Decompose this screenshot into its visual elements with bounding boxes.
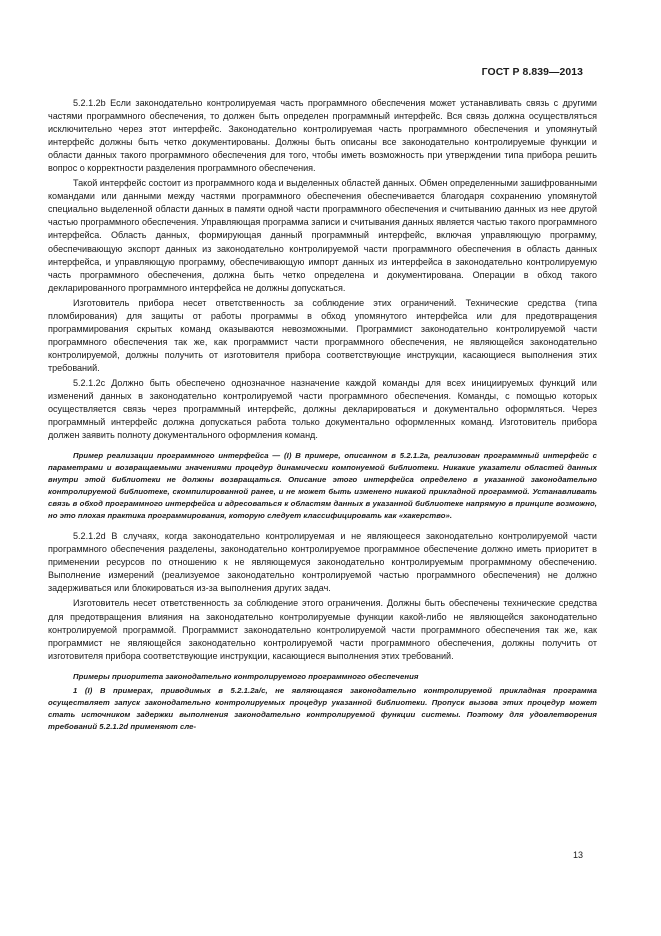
paragraph-manufacturer-restriction: Изготовитель несет ответственность за соблюдение этого ограничения. Должны быть обеспечены технические средства для предотвращения влияния на законодательно контролируемые функции какой-либо не являющейся законодательно контролируемой программой. Программист законодательно контролируемой части программного обеспечения так же, как программист не являющейся законодательно контролируемой части программного обеспечения, должны получить от изготовителя прибора соответствующие инструкции, касающиеся выполнения этих требований. (48, 598, 597, 661)
paragraph-manufacturer-responsibility: Изготовитель прибора несет ответственность за соблюдение этих ограничений. Технические средства (типа пломбирования) для защиты от работы программы в обход упомянутого интерфейса или для предотвращения программирования скрытых команд оказываются невозможными. Программист законодательно контролируемой части программного обеспечения так же, как программист части программного обеспечения, не являющейся законодательно контролируемой, должны получить от изготовителя прибора соответствующие инструкции, касающиеся выполнения этих требований. (48, 297, 597, 373)
paragraph-5-2-1-2c: 5.2.1.2c Должно быть обеспечено однозначное назначение каждой команды для всех инициируемых функций или изменений данных в законодательно контролируемой части программного обеспечения. Команды, с помощью которых осуществляется связь через программный интерфейс, должны декларироваться и документально оформляться. Через программный интерфейс должна допускаться работа только документально оформленных команд. Изготовитель прибора должен заявить полноту документального оформления команд. (48, 377, 597, 441)
note-interface-example: Пример реализации программного интерфейса — (I) В примере, описанном в 5.2.1.2a, реализован программный интерфейс с параметрами и возвращаемыми значениями процедур динамически компонуемой библиотеки. Никакие указатели областей данных внутри этой библиотеки не должны возвращаться. Описание этого интерфейса определено в указанной законодательно контролируемой библиотеке, скомпилированной ранее, и не может быть изменено никакой прикладной программой. Устанавливать связь в обход программного интерфейса и адресоваться к областям данных в указанной библиотеке напрямую в принципе возможно, но это плохая практика программирования, которую следует классифицировать как «хакерство». (48, 451, 597, 521)
page-number: 13 (572, 850, 583, 860)
paragraph-interface-description: Такой интерфейс состоит из программного кода и выделенных областей данных. Обмен определенными зашифрованными командами или данными между частями программного обеспечения обеспечивается благодаря сохранению упомянутой специально выделенной области данных в памяти одной части программного обеспечения и считыванию данных из нее другой частью программного обеспечения. Управляющая программа записи и считывания данных является частью такого программного интерфейса. Область данных, формирующая данный программный интерфейс, включая управляющую программу, обеспечивающую экспорт данных из законодательно контролируемой части программного обеспечения в область данных интерфейса, и управляющую программу, обеспечивающую импорт данных из интерфейса в законодательно контролируемую часть программного обеспечения, должна быть четко определена и документирована. Операции в обход такого декларированного программного интерфейса не должны допускаться. (48, 178, 597, 293)
page-content (48, 97, 597, 735)
note-priority-title: Примеры приоритета законодательно контролируемого программного обеспечения (73, 671, 419, 681)
paragraph-5-2-1-2b: 5.2.1.2b Если законодательно контролируемая часть программного обеспечения может устанавливать связь с другими частями программного обеспечения, то должен быть определен программный интерфейс. Вся связь должна осуществляться исключительно через этот интерфейс. Законодательно контролируемая часть программного обеспечения и упомянутый интерфейс должны быть четко документированы. Должны быть описаны все законодательно контролируемые функции и области данных такого программного обеспечения для того, чтобы иметь возможность при утверждении типа прибора решить вопрос о корректности разделения программного обеспечения. (48, 98, 597, 174)
note-priority-text: 1 (I) В примерах, приводимых в 5.2.1.2a/c, не являющаяся законодательно контролируемой прикладная программа осуществляет запуск законодательно контролируемых процедур указанной библиотеки. Пропуск вызова этих процедур может стать источником задержки выполнения законодательно контролируемой функции системы. Поэтому для удовлетворения требований 5.2.1.2d применяют сле- (48, 685, 597, 731)
paragraph-5-2-1-2d: 5.2.1.2d В случаях, когда законодательно контролируемая и не являющееся законодательно контролируемой части программного обеспечения разделены, законодательно контролируемое программное обеспечение должно иметь приоритет в применении ресурсов по отношению к не являющемуся законодательно контролируемым программному обеспечению. Выполнение измерений (реализуемое законодательно контролируемой частью программного обеспечения) не должно задерживаться или блокироваться из-за выполнения других задач. (48, 531, 597, 594)
document-id: ГОСТ Р 8.839—2013 (481, 67, 583, 78)
